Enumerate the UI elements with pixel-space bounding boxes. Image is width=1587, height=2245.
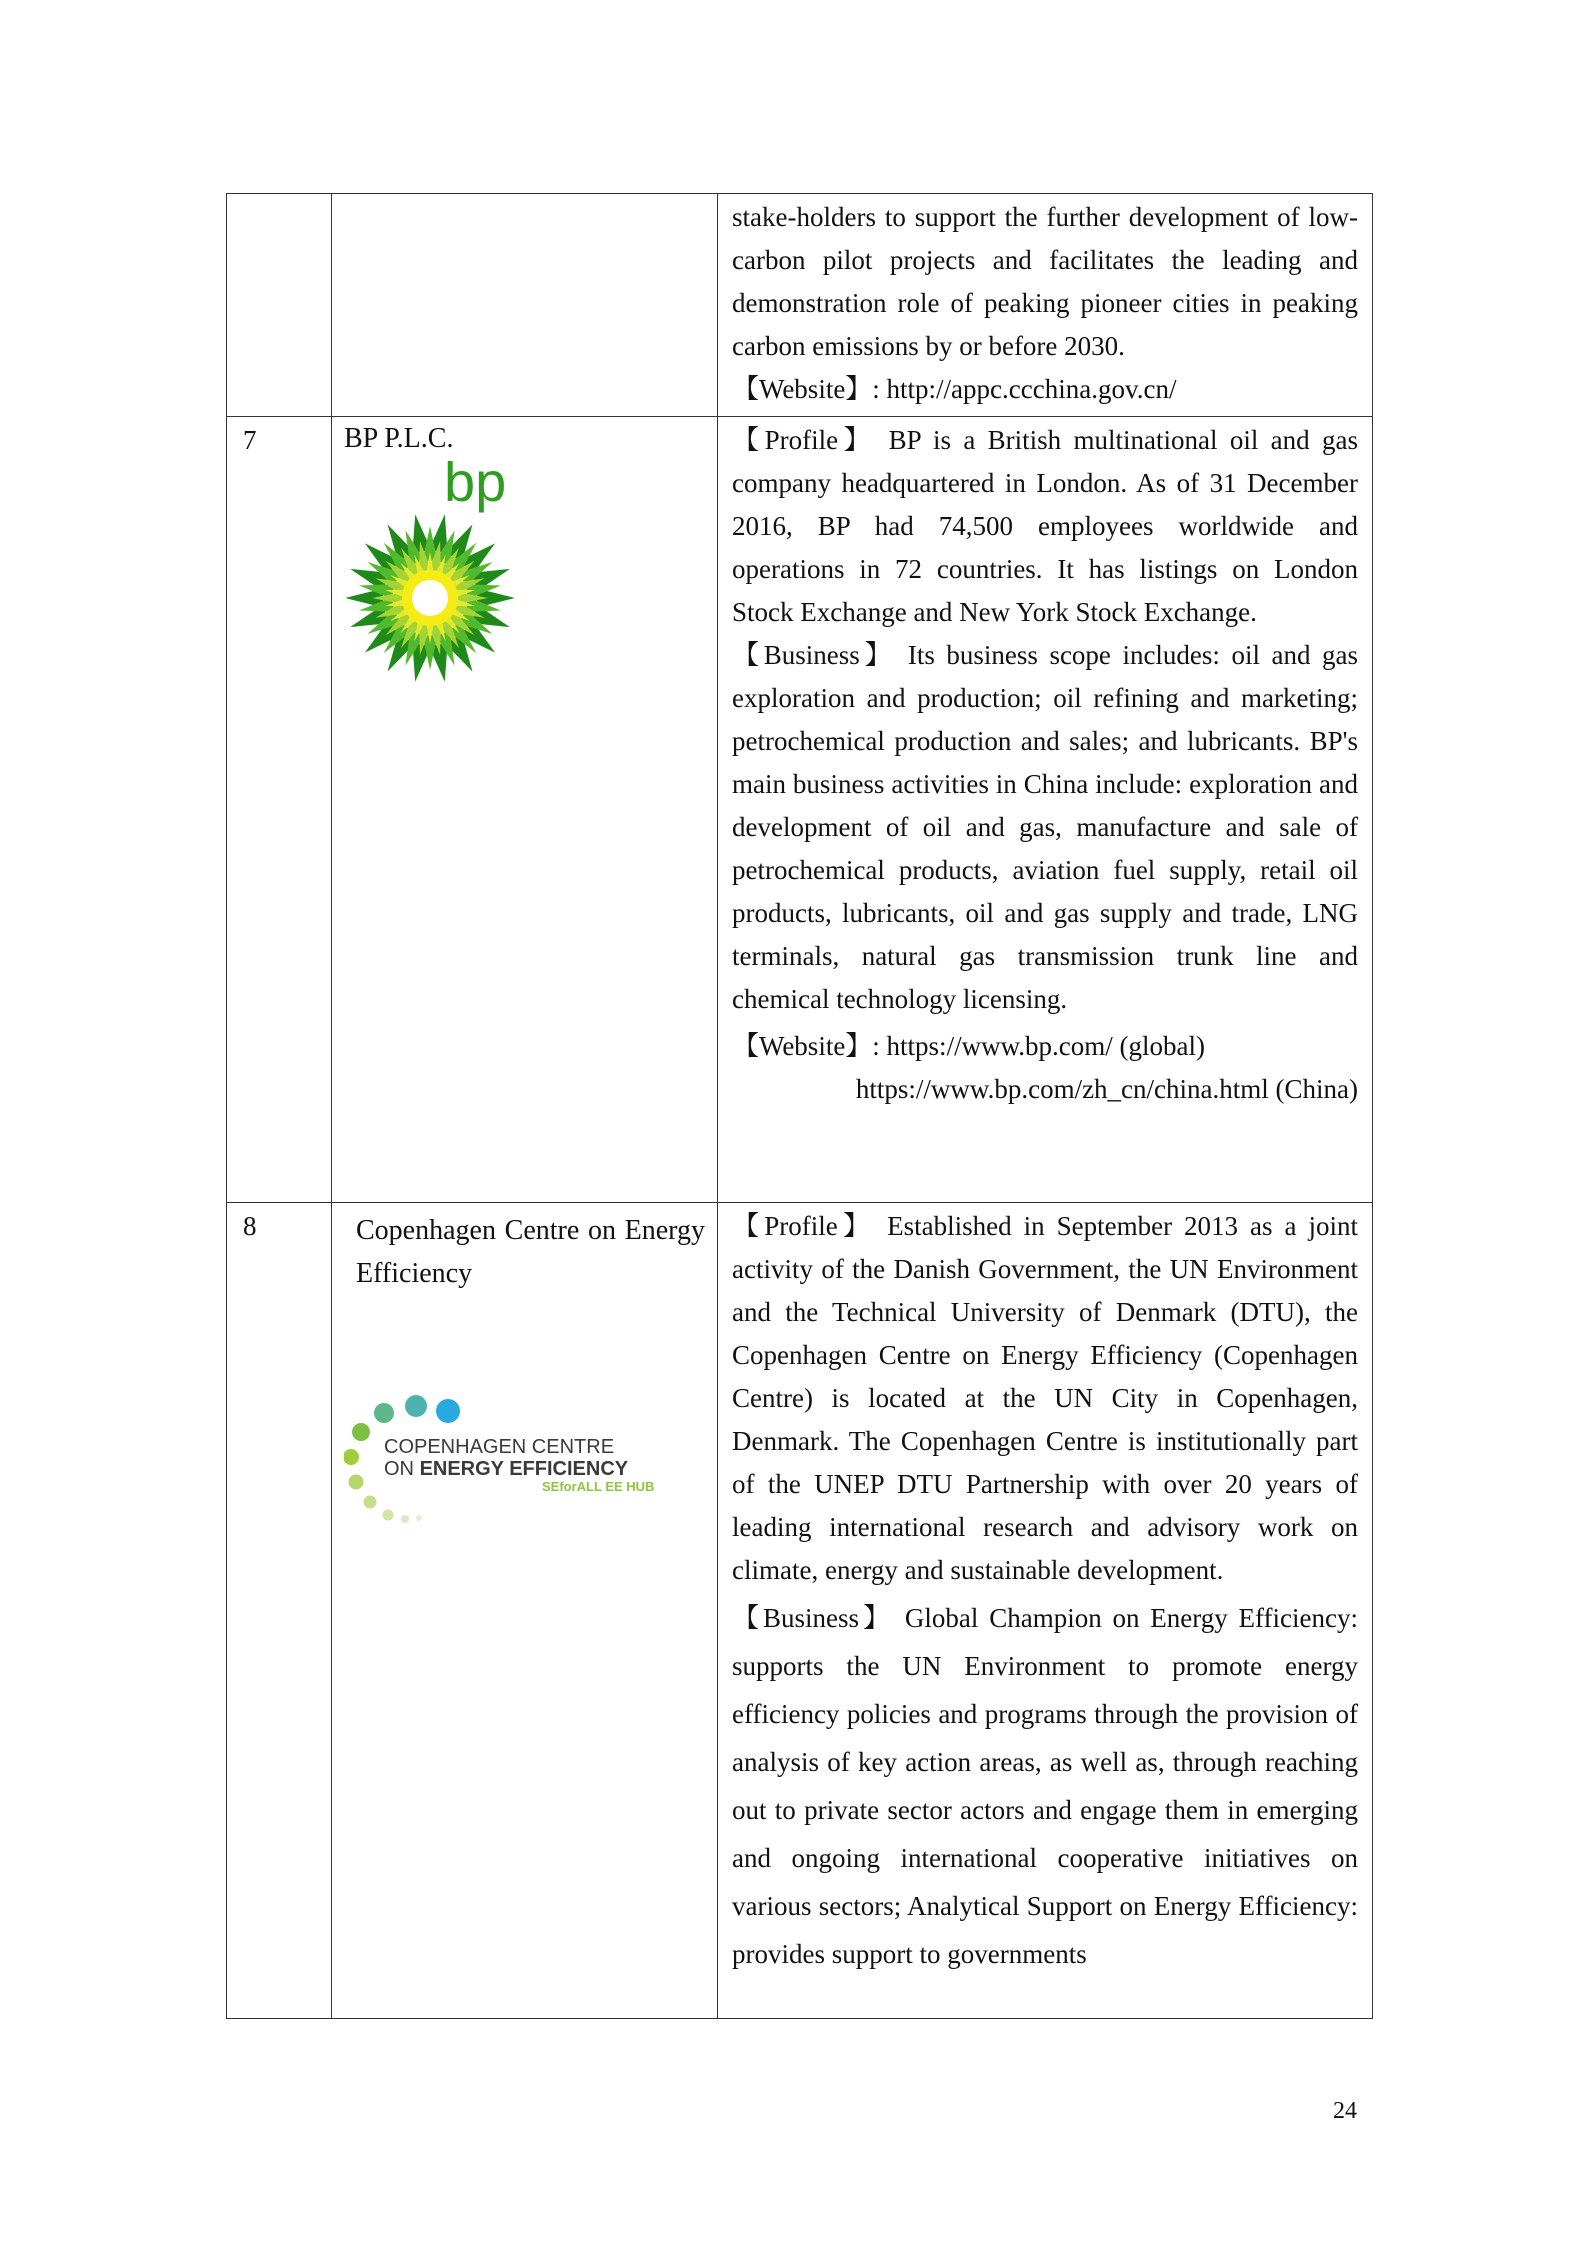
row-number-cell: 8	[227, 1203, 332, 2019]
website-line: 【Website】: https://www.bp.com/ (global)	[732, 1031, 1206, 1061]
business-paragraph: 【Business】 Its business scope includes: oil and gas exploration and production; oil refining and marketing; petrochemical production and sales; and lubricants. BP's main business activities in China include: exploration and development of oil and gas, manufacture and sale of petrochemical products, aviation fuel supply, retail oil products, lubricants, oil and gas supply and trade, LNG terminals, natural gas transmission trunk line and chemical technology licensing.	[732, 640, 1358, 1014]
profile-paragraph: 【Profile】 BP is a British multinational oil and gas company headquartered in London. As of 31 December 2016, BP had 74,500 employees worldwide and operations in 72 countries. It has listings on London Stock Exchange and New York Stock Exchange.	[732, 425, 1358, 627]
organization-name-cell	[332, 1203, 718, 2019]
logo-title-line2-b: ENERGY EFFICIENCY	[419, 1458, 629, 1480]
website-line: 【Website】: http://appc.ccchina.gov.cn/	[732, 374, 1177, 404]
organization-name: BP P.L.C.	[344, 423, 454, 454]
description-paragraph: stake-holders to support the further development of low-carbon pilot projects and facilitates the leading and demonstration role of peaking pioneer cities in peaking carbon emissions by or before 2030.	[732, 202, 1358, 361]
copenhagen-centre-logo	[344, 1395, 684, 1545]
website-line-china: https://www.bp.com/zh_cn/china.html (China)	[855, 1074, 1358, 1104]
logo-title-line2	[384, 1458, 629, 1480]
description-cell	[718, 417, 1373, 1203]
business-paragraph: 【Business】 Global Champion on Energy Efficiency: supports the UN Environment to promote energy efficiency policies and programs through the provision of analysis of key action areas, as well as, through reaching out to private sector actors and engage them in emerging and ongoing international cooperative initiatives on various sectors; Analytical Support on Energy Efficiency: provides support to governments	[732, 1603, 1358, 1969]
table-row	[227, 194, 1373, 417]
profile-paragraph: 【Profile】 Established in September 2013 as a joint activity of the Danish Government, the UN Environment and the Technical University of Denmark (DTU), the Copenhagen Centre on Energy Efficiency (Copenhagen Centre) is located at the UN City in Copenhagen, Denmark. The Copenhagen Centre is institutionally part of the UNEP DTU Partnership with over 20 years of leading international research and advisory work on climate, energy and sustainable development.	[732, 1211, 1358, 1585]
bp-logo	[346, 461, 526, 691]
table-row	[227, 1203, 1373, 2019]
description-cell	[718, 194, 1373, 417]
logo-title-line1: COPENHAGEN CENTRE	[384, 1436, 615, 1458]
organization-name-cell	[332, 417, 718, 1203]
description-cell	[718, 1203, 1373, 2019]
row-number-cell: 7	[227, 417, 332, 1203]
logo-subtitle: SEforALL EE HUB	[542, 1479, 655, 1494]
organization-name: Copenhagen Centre on Energy Efficiency	[356, 1215, 705, 1289]
bp-logo-text: bp	[444, 461, 507, 513]
table-row	[227, 417, 1373, 1203]
logo-title-line2-a: ON	[384, 1458, 420, 1480]
page-number: 24	[1333, 2098, 1357, 2124]
organization-table	[226, 193, 1373, 2019]
organization-name-cell	[332, 194, 718, 417]
row-number-cell	[227, 194, 332, 417]
